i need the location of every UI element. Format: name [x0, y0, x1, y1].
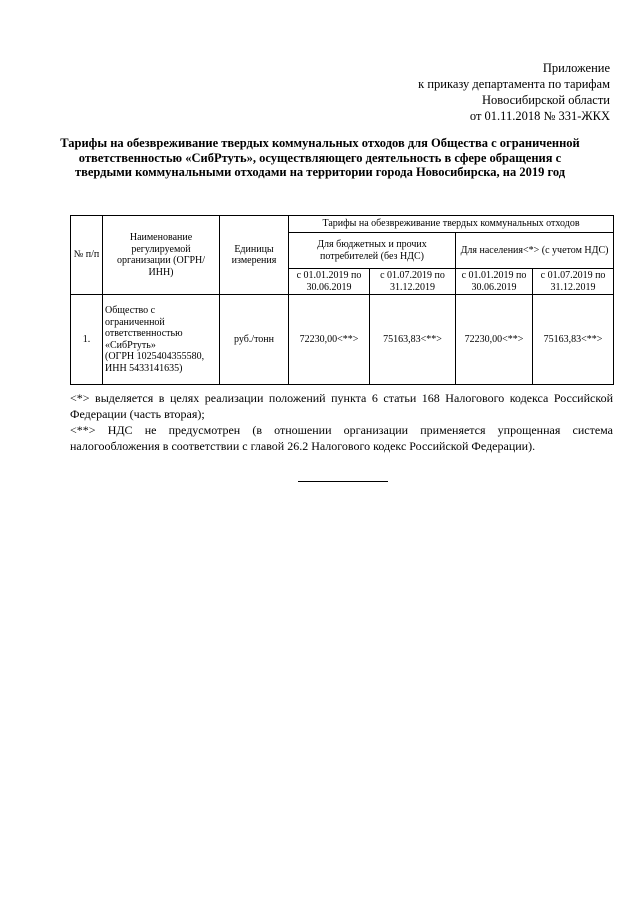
- header-num: № п/п: [71, 216, 103, 295]
- divider-line: [298, 481, 388, 482]
- org-line: ограниченной: [105, 316, 165, 328]
- cell-organization: [103, 295, 220, 385]
- footnotes: [70, 390, 613, 454]
- appendix-header: [418, 60, 610, 124]
- header-group-budget: Для бюджетных и прочих потребителей (без НДС): [289, 233, 456, 269]
- cell-num: 1.: [71, 295, 103, 385]
- header-organization: Наименование регулируемой организации (ОГРН/ИНН): [103, 216, 220, 295]
- header-period-1: с 01.01.2019 по 30.06.2019: [289, 269, 370, 295]
- header-group-population: Для населения<*> (с учетом НДС): [456, 233, 614, 269]
- cell-tariff-3: 72230,00<**>: [456, 295, 533, 385]
- appendix-line-3: Новосибирской области: [481, 93, 610, 107]
- org-line: «СибРтуть»: [105, 339, 156, 351]
- appendix-line-4: от 01.11.2018 № 331-ЖКХ: [469, 109, 610, 123]
- org-line: (ОГРН 1025404355580,: [105, 351, 205, 362]
- header-units: Единицы измерения: [220, 216, 289, 295]
- tariff-table: [70, 215, 614, 385]
- org-line: ответственностью: [105, 328, 183, 339]
- document-title: Тарифы на обезвреживание твердых коммунальных отходов для Общества с ограниченной ответственностью «СибРтуть», осуществляющего деятельность в сфере обращения с твердыми коммунальными отходами на территории города Новосибирска, на 2019 год: [60, 136, 580, 179]
- cell-units: руб./тонн: [220, 295, 289, 385]
- footnote-1: <*> выделяется в целях реализации положений пункта 6 статьи 168 Налогового кодекса Российской Федерации (часть вторая);: [70, 391, 613, 421]
- cell-tariff-4: 75163,83<**>: [533, 295, 614, 385]
- footnote-2: <**> НДС не предусмотрен (в отношении организации применяется упрощенная система налогообложения в соответствии с главой 26.2 Налогового кодекс Российской Федерации).: [70, 423, 613, 453]
- cell-tariff-2: 75163,83<**>: [370, 295, 456, 385]
- header-period-2: с 01.07.2019 по 31.12.2019: [370, 269, 456, 295]
- org-line: ИНН 5433141635): [105, 362, 183, 374]
- org-line: Общество с: [105, 305, 156, 316]
- header-period-4: с 01.07.2019 по 31.12.2019: [533, 269, 614, 295]
- appendix-line-1: Приложение: [542, 61, 610, 75]
- header-tariffs: Тарифы на обезвреживание твердых коммунальных отходов: [289, 216, 614, 233]
- header-period-3: с 01.01.2019 по 30.06.2019: [456, 269, 533, 295]
- cell-tariff-1: 72230,00<**>: [289, 295, 370, 385]
- table-row: [71, 295, 614, 385]
- appendix-line-2: к приказу департамента по тарифам: [418, 77, 610, 91]
